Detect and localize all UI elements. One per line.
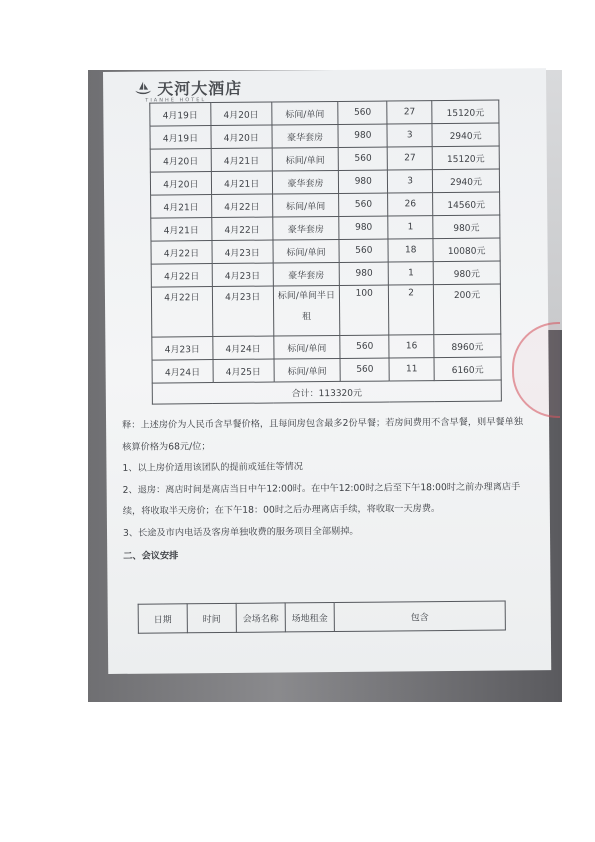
note-item-3: 3、长途及市内电话及客房单独收费的服务项目全部剔掉。 <box>122 525 359 539</box>
total-cell: 2940元 <box>432 169 499 193</box>
quantity-cell: 26 <box>388 193 433 216</box>
document-sheet <box>103 68 551 674</box>
quantity-cell: 18 <box>388 239 433 262</box>
notes-block <box>122 411 527 567</box>
check-in-cell: 4月22日 <box>151 287 212 338</box>
check-in-cell: 4月22日 <box>151 241 212 265</box>
check-out-cell: 4月22日 <box>211 194 272 218</box>
quantity-cell: 3 <box>388 170 433 193</box>
room-type-cell: 标间/单间 <box>274 358 341 382</box>
check-out-cell: 4月25日 <box>213 359 274 383</box>
meeting-header-row <box>138 601 505 633</box>
room-type-cell: 标间/单间 <box>273 335 340 359</box>
quantity-cell: 11 <box>389 358 434 381</box>
total-cell: 10080元 <box>433 238 500 262</box>
room-type-cell: 豪华套房 <box>272 170 339 194</box>
price-cell: 560 <box>338 101 387 124</box>
price-cell: 560 <box>340 335 389 358</box>
check-in-cell: 4月20日 <box>150 149 211 173</box>
room-type-cell: 标间/单间 <box>273 239 340 263</box>
quantity-cell: 1 <box>388 262 433 285</box>
quantity-cell: 1 <box>388 216 433 239</box>
price-cell: 560 <box>339 239 388 262</box>
check-out-cell: 4月23日 <box>212 240 273 264</box>
total-cell: 980元 <box>433 261 500 285</box>
price-cell: 980 <box>338 124 387 147</box>
check-in-cell: 4月19日 <box>150 103 211 127</box>
room-type-cell: 标间/单间半日租 <box>273 285 340 336</box>
room-price-table <box>149 100 502 405</box>
room-row <box>151 215 500 241</box>
check-in-cell: 4月24日 <box>152 360 213 384</box>
sum-row <box>152 380 501 404</box>
room-row <box>151 238 500 264</box>
room-row <box>150 169 499 195</box>
room-row <box>151 261 500 287</box>
total-cell: 15120元 <box>432 146 499 170</box>
room-row <box>152 357 501 383</box>
room-type-cell: 豪华套房 <box>273 262 340 286</box>
check-in-cell: 4月21日 <box>151 195 212 219</box>
check-out-cell: 4月23日 <box>212 286 273 337</box>
check-out-cell: 4月20日 <box>211 102 272 126</box>
check-out-cell: 4月22日 <box>212 217 273 241</box>
check-out-cell: 4月21日 <box>211 148 272 172</box>
note-item-2: 2、退房：离店时间是离店当日中午12:00时。在中午12:00时之后至下午18:00时之前办理离店手续，将收取半天房价；在下午18：00时之后办理离店手续，将收取一天房费。 <box>122 480 521 517</box>
price-cell: 980 <box>339 216 388 239</box>
check-out-cell: 4月20日 <box>211 125 272 149</box>
check-out-cell: 4月21日 <box>211 171 272 195</box>
total-cell: 980元 <box>433 215 500 239</box>
check-in-cell: 4月23日 <box>152 337 213 361</box>
check-in-cell: 4月19日 <box>150 126 211 150</box>
check-out-cell: 4月23日 <box>212 263 273 287</box>
check-in-cell: 4月21日 <box>151 218 212 242</box>
room-type-cell: 标间/单间 <box>272 147 339 171</box>
note-item-1: 1、以上房价适用该团队的提前或延住等情况 <box>122 461 303 474</box>
room-row <box>152 334 501 360</box>
total-cell: 8960元 <box>434 334 501 358</box>
total-cell: 6160元 <box>434 357 501 381</box>
hotel-name: 天河大酒店 <box>157 78 243 99</box>
meeting-header-venue: 会场名称 <box>236 603 285 632</box>
price-cell: 100 <box>340 285 389 335</box>
price-cell: 560 <box>339 193 388 216</box>
meeting-header-date: 日期 <box>138 604 187 633</box>
room-row <box>150 123 499 149</box>
hotel-subtitle: TIANHE HOTEL <box>145 97 207 104</box>
price-cell: 560 <box>340 358 389 381</box>
room-type-cell: 标间/单间 <box>271 101 338 125</box>
check-in-cell: 4月22日 <box>151 264 212 288</box>
room-row <box>150 146 499 172</box>
ship-logo-icon <box>133 80 153 96</box>
quantity-cell: 2 <box>389 285 434 335</box>
total-cell: 2940元 <box>432 123 499 147</box>
room-type-cell: 豪华套房 <box>272 216 339 240</box>
room-row <box>151 284 500 337</box>
quantity-cell: 16 <box>389 335 434 358</box>
check-in-cell: 4月20日 <box>150 172 211 196</box>
room-row <box>151 192 500 218</box>
quantity-cell: 27 <box>387 101 432 124</box>
sum-total-cell: 合计：113320元 <box>152 380 501 404</box>
meeting-header-time: 时间 <box>187 603 236 632</box>
price-cell: 980 <box>339 170 388 193</box>
price-cell: 560 <box>339 147 388 170</box>
meeting-table <box>138 601 506 634</box>
quantity-cell: 27 <box>387 147 432 170</box>
meeting-header-rent: 场地租金 <box>285 603 334 632</box>
total-cell: 15120元 <box>432 100 499 124</box>
quantity-cell: 3 <box>387 124 432 147</box>
room-type-cell: 标间/单间 <box>272 193 339 217</box>
room-row <box>150 100 499 126</box>
room-type-cell: 豪华套房 <box>272 124 339 148</box>
total-cell: 14560元 <box>433 192 500 216</box>
total-cell: 200元 <box>433 284 500 335</box>
remark-text: 释：上述房价为人民币含早餐价格，且每间房包含最多2份早餐；若房间费用不含早餐，则早餐单独核算价格为68元/位； <box>122 416 524 453</box>
section-title-meeting: 二、会议安排 <box>123 550 179 562</box>
price-cell: 980 <box>340 262 389 285</box>
check-out-cell: 4月24日 <box>213 336 274 360</box>
meeting-header-includes: 包含 <box>334 601 505 631</box>
